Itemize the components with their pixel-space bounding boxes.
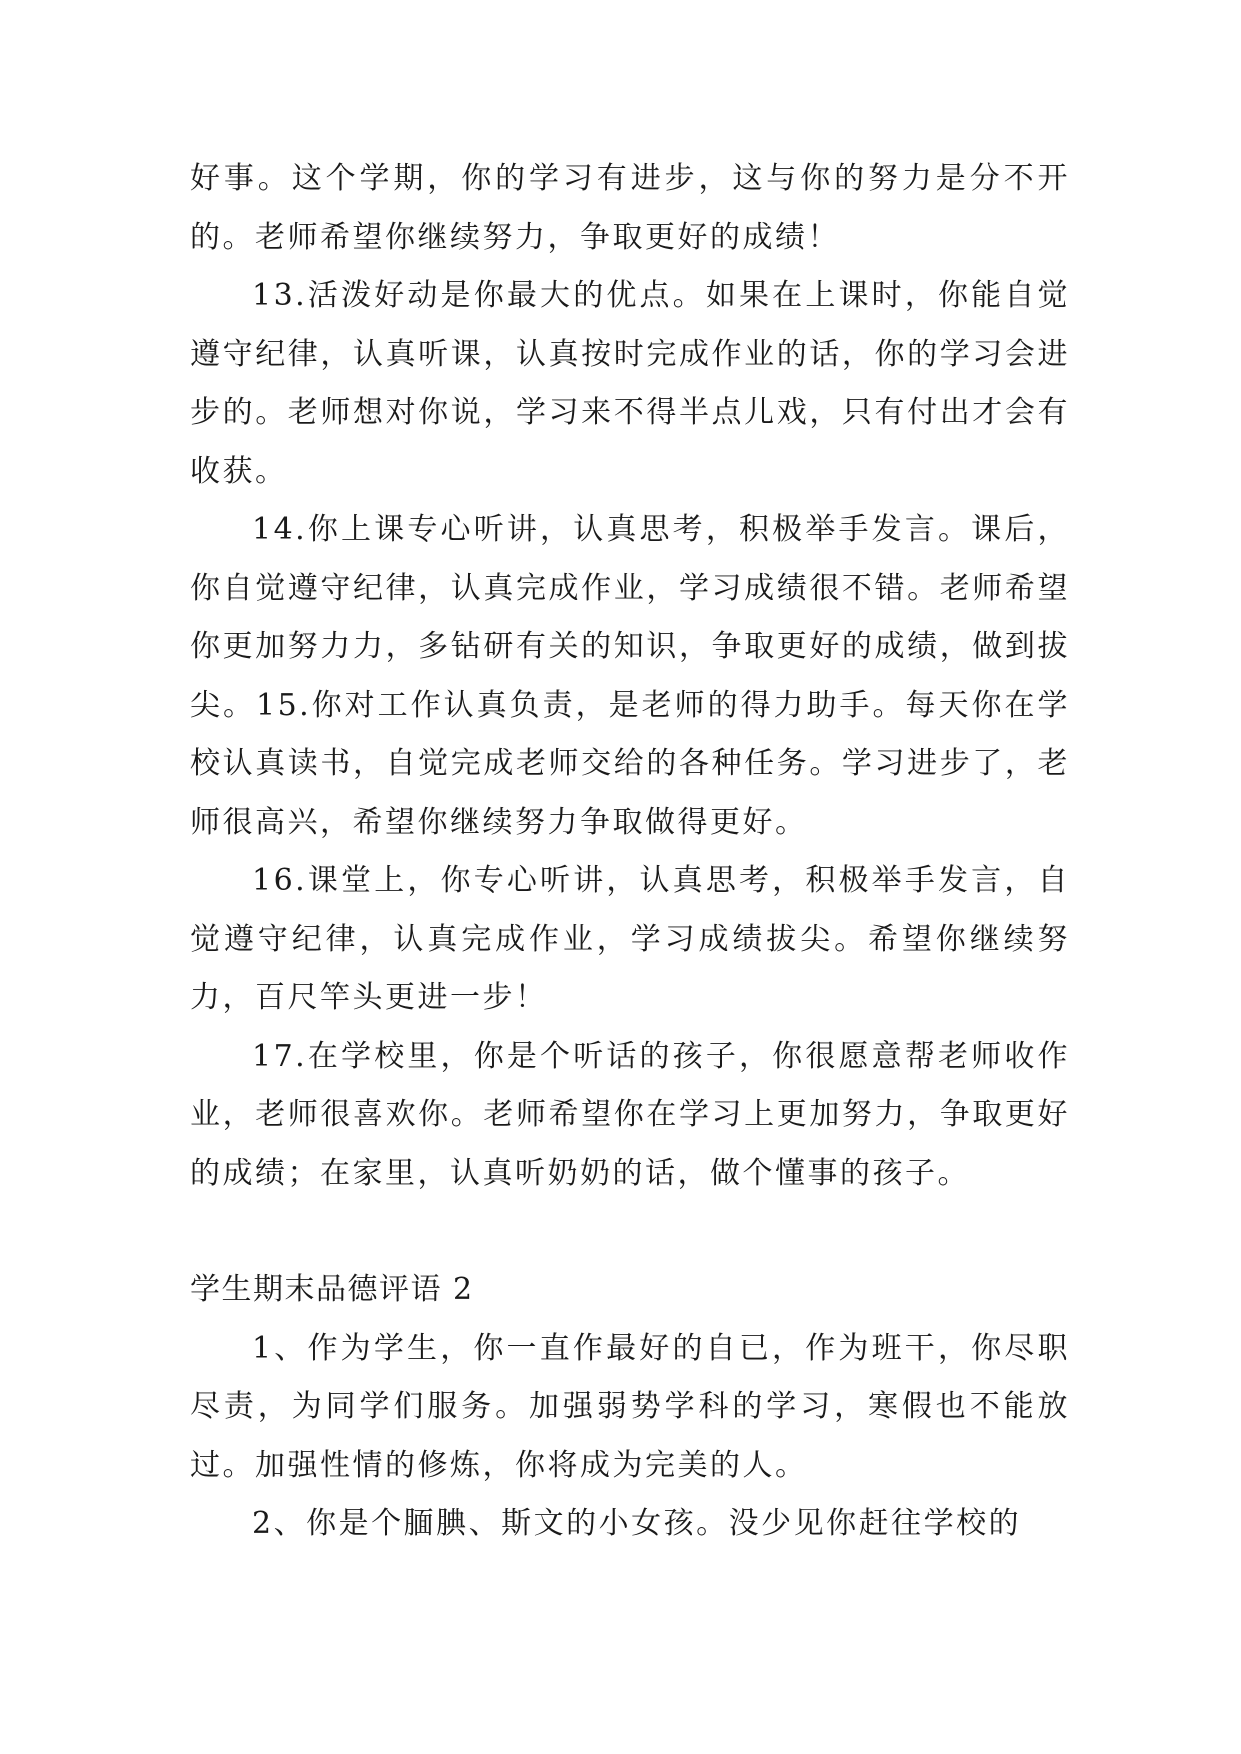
paragraph-section2-comment-1: 1、作为学生，你一直作最好的自已，作为班干，你尽职尽责，为同学们服务。加强弱势学科的学习，寒假也不能放过。加强性情的修炼，你将成为完美的人。	[190, 1330, 1070, 1483]
paragraph-comment-14-15: 14.你上课专心听讲，认真思考，积极举手发言。课后，你自觉遵守纪律，认真完成作业，学习成绩很不错。老师希望你更加努力力，多钻研有关的知识，争取更好的成绩，做到拔尖。15.你对工作认真负责，是老师的得力助手。每天你在学校认真读书，自觉完成老师交给的各种任务。学习进步了，老师很高兴，希望你继续努力争取做得更好。	[190, 512, 1070, 840]
paragraph-continued: 好事。这个学期，你的学习有进步，这与你的努力是分不开的。老师希望你继续努力，争取更好的成绩！	[190, 161, 1070, 255]
section-heading: 学生期末品德评语 2	[190, 1272, 474, 1307]
paragraph-section2-comment-2: 2、你是个腼腆、斯文的小女孩。没少见你赶往学校的	[252, 1506, 1022, 1541]
paragraph-comment-13: 13.活泼好动是你最大的优点。如果在上课时，你能自觉遵守纪律，认真听课，认真按时完成作业的话，你的学习会进步的。老师想对你说，学习来不得半点儿戏，只有付出才会有收获。	[190, 278, 1070, 489]
paragraph-comment-16: 16.课堂上，你专心听讲，认真思考，积极举手发言，自觉遵守纪律，认真完成作业，学习成绩拔尖。希望你继续努力，百尺竿头更进一步！	[190, 863, 1070, 1015]
document-body	[190, 150, 1070, 1554]
paragraph-comment-17: 17.在学校里，你是个听话的孩子，你很愿意帮老师收作业，老师很喜欢你。老师希望你在学习上更加努力，争取更好的成绩；在家里，认真听奶奶的话，做个懂事的孩子。	[190, 1038, 1070, 1191]
